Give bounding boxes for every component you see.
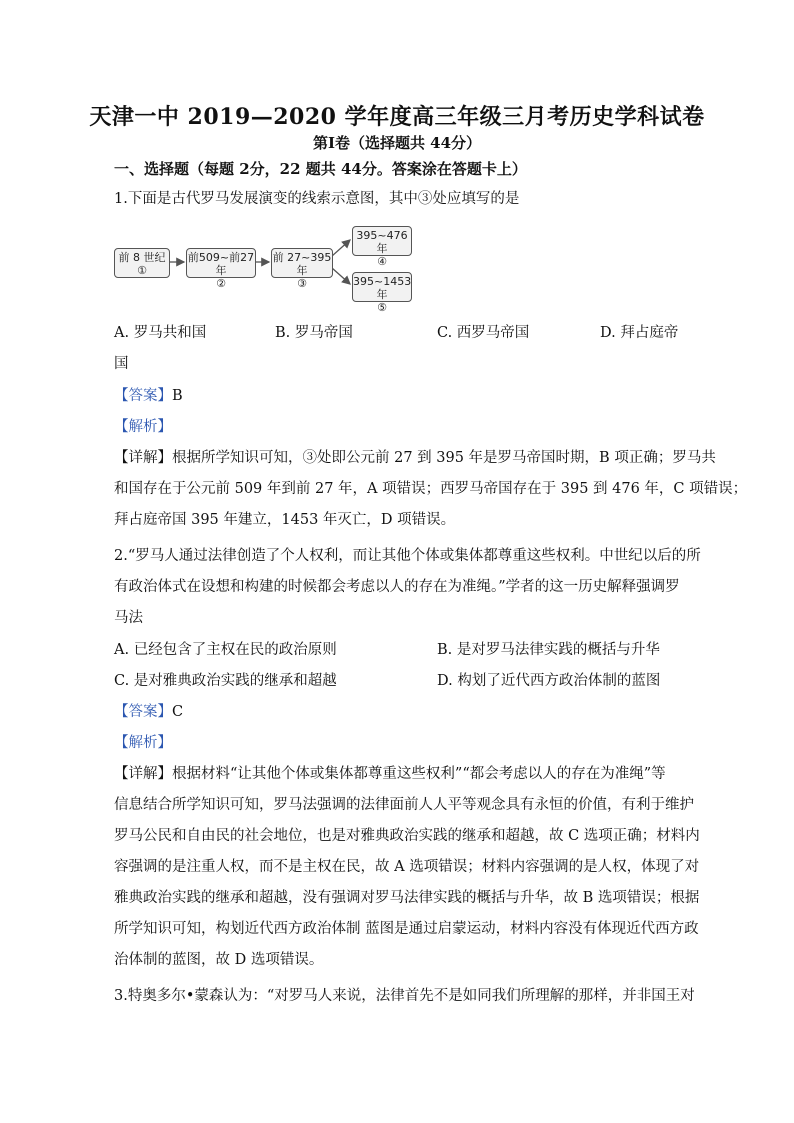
q1-answer [114, 384, 183, 405]
rome-timeline-diagram [114, 222, 414, 314]
box4-number: ④ [377, 255, 387, 268]
q2-detail-line-2: 信息结合所学知识可知，罗马法强调的法律面前人人平等观念具有永恒的价值，有利于维护 [114, 797, 694, 813]
q1-detail-line-1 [114, 446, 716, 467]
answer-tag: 【答案】 [114, 704, 172, 720]
exam-title: 天津一中 2019—2020 学年度高三年级三月考历史学科试卷 [89, 104, 705, 130]
box5-period: 395~1453年 [353, 275, 412, 301]
timeline-box-5 [352, 272, 412, 314]
q2-stem-line-1: 2.“罗马人通过法律创造了个人权利，而让其他个体或集体都尊重这些权利。中世纪以后的所 [114, 548, 701, 564]
q2-analysis-tag: 【解析】 [114, 735, 172, 751]
detail-text: 根据所学知识可知，③处即公元前 27 到 395 年是罗马帝国时期，B 项正确；罗马共 [172, 450, 716, 466]
exam-subtitle: 第Ⅰ卷（选择题共 44分） [312, 134, 482, 152]
q1-option-d-cont: 国 [114, 356, 129, 372]
q2-option-b: B. 是对罗马法律实践的概括与升华 [437, 642, 660, 658]
q2-stem-line-2: 有政治体式在设想和构建的时候都会考虑以人的存在为准绳。”学者的这一历史解释强调罗 [114, 579, 680, 595]
q1-option-c: C. 西罗马帝国 [437, 325, 530, 341]
q1-stem: 1.下面是古代罗马发展演变的线索示意图，其中③处应填写的是 [114, 191, 520, 207]
box5-number: ⑤ [377, 301, 387, 314]
detail-tag: 【详解】 [114, 766, 172, 782]
timeline-box-3 [271, 248, 333, 290]
timeline-box-1 [114, 248, 170, 278]
box4-period: 395~476年 [356, 229, 408, 255]
q1-analysis-tag: 【解析】 [114, 419, 172, 435]
box2-number: ② [216, 277, 226, 290]
q1-detail-line-2: 和国存在于公元前 509 年到前 27 年，A 项错误；西罗马帝国存在于 395 到 476 年，C 项错误； [114, 481, 748, 497]
answer-value: B [172, 388, 183, 404]
box3-period: 前 27~395年 [272, 251, 332, 277]
q2-option-d: D. 构划了近代西方政治体制的蓝图 [437, 673, 661, 689]
timeline-box-2 [186, 248, 256, 290]
q2-answer [114, 700, 183, 721]
q2-option-a: A. 已经包含了主权在民的政治原则 [114, 642, 337, 658]
q2-detail-line-3: 罗马公民和自由民的社会地位，也是对雅典政治实践的继承和超越，故 C 选项正确；材料内 [114, 828, 700, 844]
q2-stem-line-3: 马法 [114, 610, 143, 626]
section-heading: 一、选择题（每题 2分，22 题共 44分。答案涂在答题卡上） [114, 160, 527, 178]
q2-detail-line-7: 治体制的蓝图，故 D 选项错误。 [114, 952, 324, 968]
q1-option-a: A. 罗马共和国 [114, 325, 207, 341]
q1-option-d: D. 拜占庭帝 [600, 325, 679, 341]
box1-number: ① [137, 264, 147, 277]
q2-detail-line-5: 雅典政治实践的继承和超越，没有强调对罗马法律实践的概括与升华，故 B 选项错误；根据 [114, 890, 700, 906]
answer-tag: 【答案】 [114, 388, 172, 404]
box2-period: 前509~前27年 [187, 251, 255, 277]
q3-stem-line-1: 3.特奥多尔•蒙森认为：“对罗马人来说，法律首先不是如同我们所理解的那样，并非国王对 [114, 988, 695, 1004]
answer-value: C [172, 704, 184, 720]
q1-detail-line-3: 拜占庭帝国 395 年建立，1453 年灭亡，D 项错误。 [114, 512, 456, 528]
q2-detail-line-6: 所学知识可知，构划近代西方政治体制 蓝图是通过启蒙运动，材料内容没有体现近代西方政 [114, 921, 699, 937]
q2-detail-line-1 [114, 762, 666, 783]
q1-option-b: B. 罗马帝国 [275, 325, 353, 341]
box3-number: ③ [297, 277, 307, 290]
box1-period: 前 8 世纪 [118, 251, 166, 264]
q2-detail-line-4: 容强调的是注重人权，而不是主权在民，故 A 选项错误；材料内容强调的是人权，体现了对 [114, 859, 700, 875]
detail-text: 根据材料“让其他个体或集体都尊重这些权利”“都会考虑以人的存在为准绳”等 [172, 766, 666, 782]
detail-tag: 【详解】 [114, 450, 172, 466]
timeline-box-4 [352, 226, 412, 268]
q2-option-c: C. 是对雅典政治实践的继承和超越 [114, 673, 337, 689]
